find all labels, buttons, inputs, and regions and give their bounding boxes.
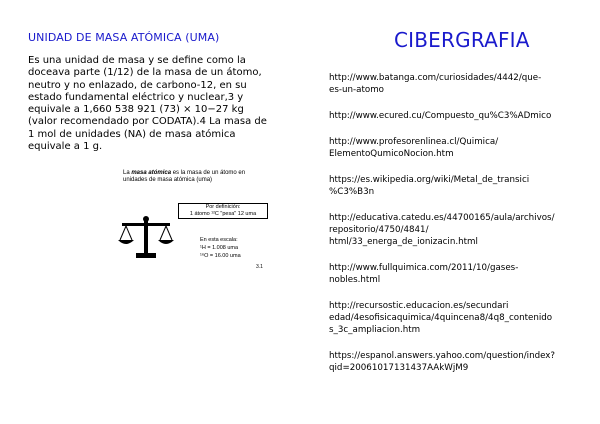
figure-caption <box>123 170 268 184</box>
caption-emphasis: masa atómica <box>131 170 172 176</box>
left-title: UNIDAD DE MASA ATÓMICA (UMA) <box>28 31 220 44</box>
scale-label: En esta escala: <box>200 237 238 243</box>
link-list <box>329 72 584 388</box>
link-item[interactable]: http://www.batanga.com/curiosidades/4442/que- es-un-atomo <box>329 73 542 95</box>
scale-oxygen: ¹⁶O = 16.00 uma <box>200 253 241 259</box>
definition-box <box>178 203 268 219</box>
atomic-mass-figure <box>118 170 268 275</box>
link-item[interactable]: http://www.profesorenlinea.cl/Quimica/ ElementoQumicoNocion.htm <box>329 137 499 159</box>
link-item[interactable]: http://www.fullquimica.com/2011/10/gases- nobles.html <box>329 263 519 285</box>
definition-line-2: 1 átomo ¹²C "pesa" 12 uma <box>189 211 257 217</box>
link-item[interactable]: http://educativa.catedu.es/44700165/aula/archivos/ repositorio/4750/4841/ html/33_energa_de_ionizacin.html <box>329 213 555 247</box>
link-item[interactable]: https://espanol.answers.yahoo.com/question/index? qid=20061017131437AAkWjM9 <box>329 351 556 373</box>
scale-values <box>200 236 241 260</box>
link-item[interactable]: https://es.wikipedia.org/wiki/Metal_de_transici %C3%B3n <box>329 175 530 197</box>
left-body-text: Es una unidad de masa y se define como la doceava parte (1/12) de la masa de un átomo, neutro y no enlazado, de carbono-12, en su estado fundamental eléctrico y nuclear,3 y equivale a 1,660 538 921 (73) × 10−27 kg (valor recomendado por CODATA).4 La masa de 1 mol de unidades (NA) de masa atómica equivale a 1 g. <box>28 55 267 153</box>
caption-suffix: es la masa de un átomo en unidades de masa atómica (uma) <box>123 170 246 183</box>
link-item[interactable]: http://www.ecured.cu/Compuesto_qu%C3%ADmico <box>329 111 552 121</box>
figure-number: 3.1 <box>256 264 263 270</box>
definition-line-1: Por definición: <box>205 204 241 210</box>
balance-scale-icon <box>118 215 174 259</box>
link-item[interactable]: http://recursostic.educacion.es/secundari edad/4esofisicaquimica/4quincena8/4q8_contenido s_3c_ampliacion.htm <box>329 301 553 335</box>
caption-prefix: La <box>123 170 132 176</box>
scale-hydrogen: ¹H = 1.008 uma <box>200 245 239 251</box>
right-title: CIBERGRAFIA <box>394 28 530 52</box>
